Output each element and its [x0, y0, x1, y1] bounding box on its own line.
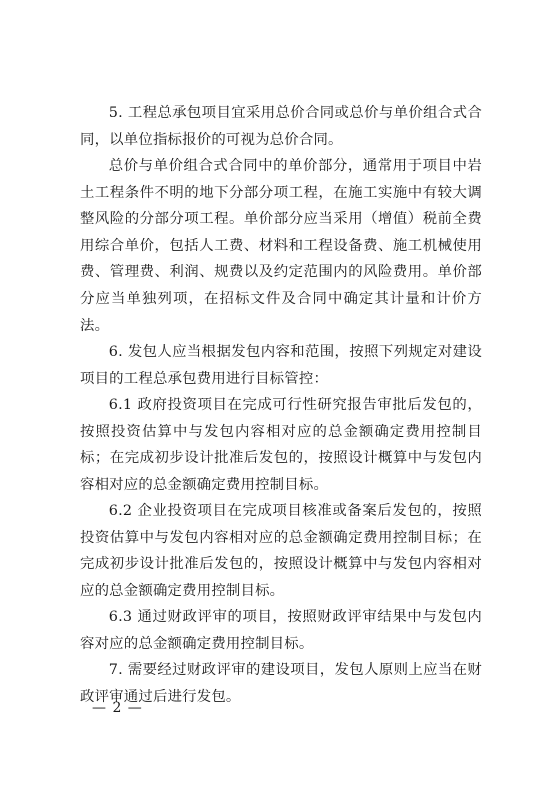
- paragraph-6-3: 6.3 通过财政评审的项目，按照财政评审结果中与发包内容对应的总金额确定费用控制目标。: [80, 609, 482, 652]
- paragraph-5-detail: 总价与单价组合式合同中的单价部分，通常用于项目中岩土工程条件不明的地下分部分项工程，在施工实施中有较大调整风险的分部分项工程。单价部分应当采用（增值）税前全费用综合单价，包括人工费、材料和工程设备费、施工机械使用费、管理费、利润、规费以及约定范围内的风险费用。单价部分应当单独列项，在招标文件及合同中确定其计量和计价方法。: [80, 158, 482, 334]
- page-number: — 2 —: [92, 700, 143, 716]
- paragraph-7: 7. 需要经过财政评审的建设项目，发包人原则上应当在财政评审通过后进行发包。: [80, 662, 482, 705]
- paragraph-5: 5. 工程总承包项目宜采用总价合同或总价与单价组合式合同，以单位指标报价的可视为总价合同。: [80, 105, 482, 148]
- paragraph-6: 6. 发包人应当根据发包内容和范围，按照下列规定对建设项目的工程总承包费用进行目标管控：: [80, 344, 482, 387]
- paragraph-6-2: 6.2 企业投资项目在完成项目核准或备案后发包的，按照投资估算中与发包内容相对应的总金额确定费用控制目标；在完成初步设计批准后发包的，按照设计概算中与发包内容相对应的总金额确定费用控制目标。: [80, 503, 482, 599]
- paragraph-6-1: 6.1 政府投资项目在完成可行性研究报告审批后发包的，按照投资估算中与发包内容相对应的总金额确定费用控制目标；在完成初步设计批准后发包的，按照设计概算中与发包内容相对应的总金额确定费用控制目标。: [80, 397, 482, 493]
